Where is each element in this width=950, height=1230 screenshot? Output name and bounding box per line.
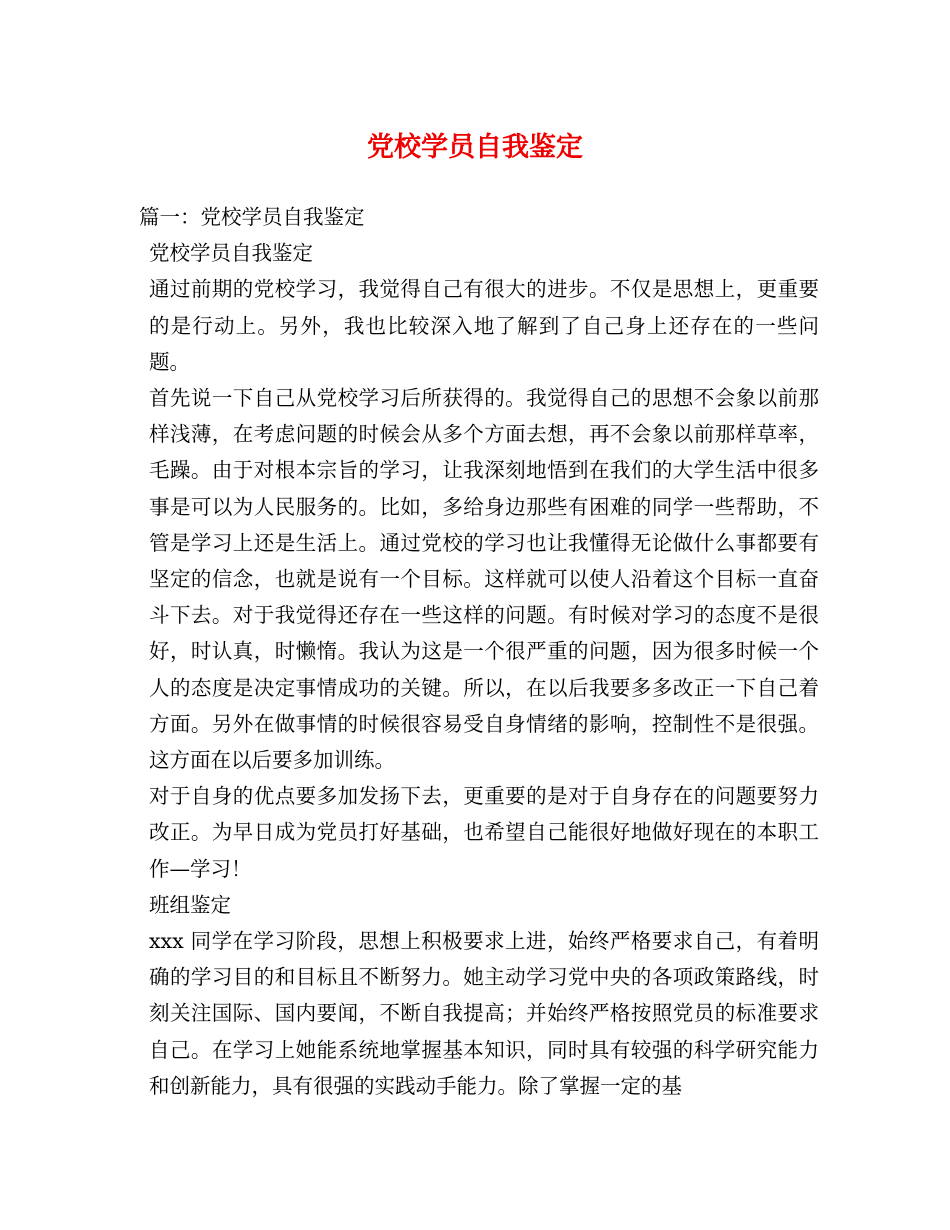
section-heading: 篇一：党校学员自我鉴定 [139,205,365,229]
paragraph: 首先说一下自己从党校学习后所获得的。我觉得自己的思想不会象以前那样浅薄，在考虑问题的时候会从多个方面去想，再不会象以前那样草率，毛躁。由于对根本宗旨的学习，让我深刻地悟到在我们的大学生活中很多事是可以为人民服务的。比如，多给身边那些有困难的同学一些帮助，不管是学习上还是生活上。通过党校的学习也让我懂得无论做什么事都要有坚定的信念，也就是说有一个目标。这样就可以使人沿着这个目标一直奋斗下去。对于我觉得还存在一些这样的问题。有时候对学习的态度不是很好，时认真，时懒惰。我认为这是一个很严重的问题，因为很多时候一个人的态度是决定事情成功的关键。所以，在以后我要多多改正一下自己着方面。另外在做事情的时候很容易受自身情绪的影响，控制性不是很强。这方面在以后要多加训练。 [149,386,819,773]
document-title: 党校学员自我鉴定 [367,132,583,163]
paragraph: xxx 同学在学习阶段，思想上积极要求上进，始终严格要求自己，有着明确的学习目的和目标且不断努力。她主动学习党中央的各项政策路线，时刻关注国际、国内要闻，不断自我提高；并始终严格按照党员的标准要求自己。在学习上她能系统地掌握基本知识，同时具有较强的科学研究能力和创新能力，具有很强的实践动手能力。除了掌握一定的基 [149,929,819,1098]
subsection-heading: 班组鉴定 [149,892,231,917]
paragraph: 对于自身的优点要多加发扬下去，更重要的是对于自身存在的问题要努力改正。为早日成为党员打好基础，也希望自己能很好地做好现在的本职工作—学习！ [149,784,819,881]
paragraph: 通过前期的党校学习，我觉得自己有很大的进步。不仅是思想上，更重要的是行动上。另外，我也比较深入地了解到了自己身上还存在的一些问题。 [149,277,819,374]
subsection-heading: 党校学员自我鉴定 [149,241,313,266]
document-body [139,199,819,1104]
